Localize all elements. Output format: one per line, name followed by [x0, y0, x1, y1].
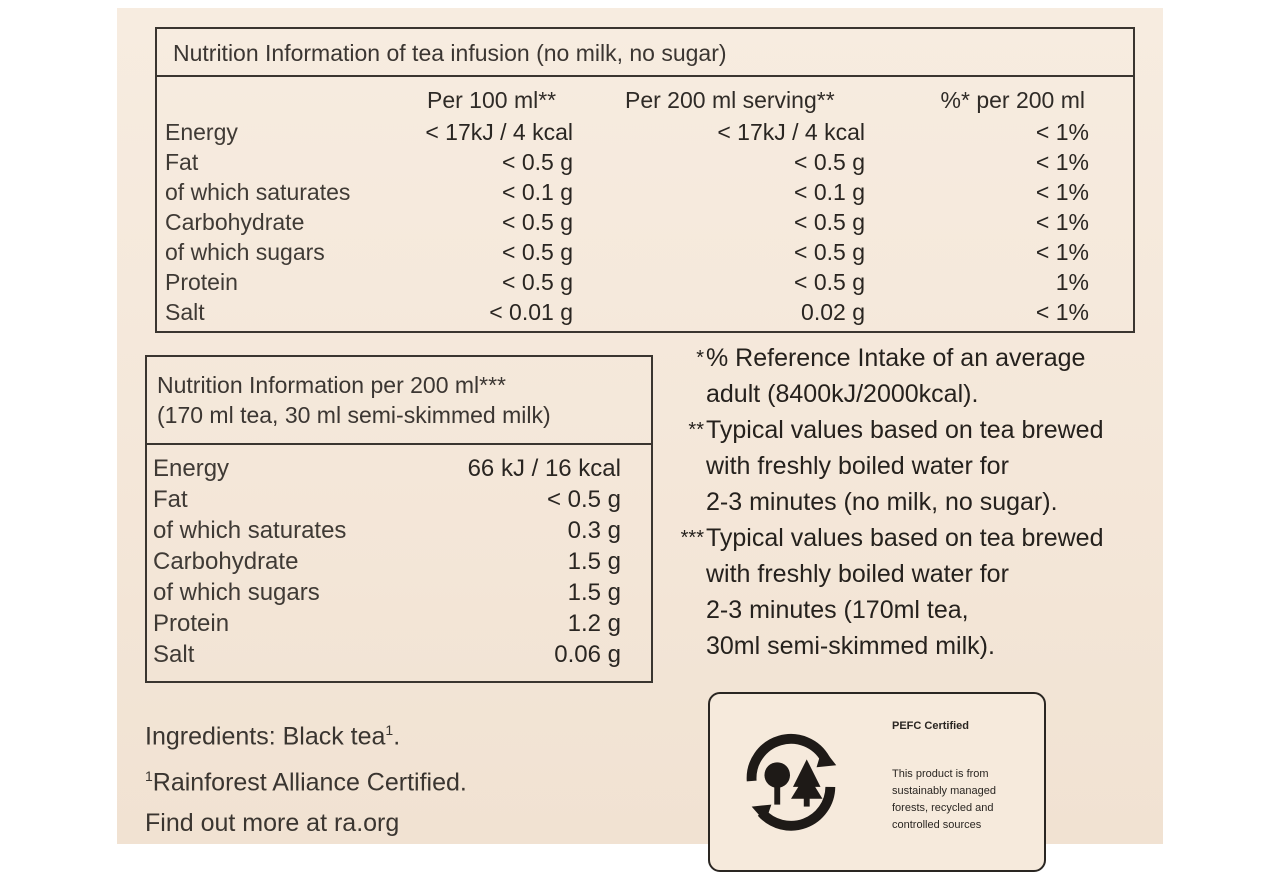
- per200-value: < 17kJ / 4 kcal: [717, 119, 865, 145]
- footnote: [670, 340, 1150, 412]
- table1-row: [157, 237, 1133, 267]
- percent-value: < 1%: [1035, 299, 1089, 325]
- table1-row: [157, 147, 1133, 177]
- nutrient-label: of which sugars: [165, 239, 325, 265]
- nutrient-label: Fat: [153, 486, 188, 513]
- nutrient-value: 66 kJ / 16 kcal: [467, 455, 621, 482]
- per100-value: < 17kJ / 4 kcal: [425, 119, 573, 145]
- table1-row: [157, 177, 1133, 207]
- per200-value: < 0.5 g: [794, 239, 865, 265]
- footnote-line: 2-3 minutes (no milk, no sugar).: [706, 488, 1058, 516]
- ingredients-footnote-mark: 1: [385, 722, 394, 738]
- nutrient-label: Salt: [153, 641, 195, 668]
- percent-value: < 1%: [1035, 119, 1089, 145]
- table1-row: [157, 207, 1133, 237]
- table1-rows: [157, 117, 1133, 327]
- table1-header-per200: Per 200 ml serving**: [625, 87, 835, 113]
- nutrient-value: 0.06 g: [554, 641, 621, 668]
- footnote-line: with freshly boiled water for: [706, 452, 1009, 480]
- per100-value: < 0.01 g: [489, 299, 573, 325]
- nutrient-value: 1.5 g: [567, 579, 621, 606]
- nutrient-label: of which saturates: [165, 179, 351, 205]
- nutrient-label: Energy: [165, 119, 238, 145]
- table1-row: [157, 267, 1133, 297]
- tea-infusion-nutrition-table: [155, 27, 1135, 333]
- per100-value: < 0.5 g: [502, 269, 573, 295]
- rainforest-footnote-mark: 1: [145, 768, 153, 785]
- percent-value: < 1%: [1035, 149, 1089, 175]
- table1-header-per100: Per 100 ml**: [427, 87, 557, 113]
- table1-title: Nutrition Information of tea infusion (no milk, no sugar): [157, 29, 1133, 77]
- table1-row: [157, 117, 1133, 147]
- ingredients-text: Ingredients: Black tea: [145, 722, 386, 751]
- footnote-line: with freshly boiled water for: [706, 560, 1009, 588]
- ingredients-block: [145, 710, 467, 843]
- nutrient-value: < 0.5 g: [546, 486, 621, 513]
- per200-value: < 0.5 g: [794, 209, 865, 235]
- table2-row: [147, 515, 651, 546]
- table2-title-line1: Nutrition Information per 200 ml***: [157, 372, 506, 398]
- ingredients-period: .: [393, 722, 401, 751]
- nutrient-label: Energy: [153, 455, 230, 482]
- nutrient-label: Carbohydrate: [153, 548, 299, 575]
- percent-value: < 1%: [1035, 179, 1089, 205]
- table2-rows: [147, 453, 651, 670]
- rainforest-text: Rainforest Alliance Certified.: [152, 768, 467, 797]
- table2-row: [147, 577, 651, 608]
- table1-header-percent: %* per 200 ml: [940, 87, 1085, 113]
- milk-tea-nutrition-table: [145, 355, 653, 683]
- table2-row: [147, 608, 651, 639]
- pefc-logo-icon: [732, 722, 850, 840]
- nutrient-label: of which sugars: [153, 579, 320, 606]
- nutrient-label: Salt: [165, 299, 205, 325]
- ingredients-line: [145, 710, 467, 756]
- footnote-line: 30ml semi-skimmed milk).: [706, 632, 995, 660]
- nutrient-value: 0.3 g: [567, 517, 621, 544]
- footnote: [670, 412, 1150, 520]
- footnote-line: 2-3 minutes (170ml tea,: [706, 596, 969, 624]
- rainforest-line: [145, 756, 467, 802]
- footnote-mark: **: [688, 419, 704, 441]
- table2-title: [147, 357, 651, 445]
- table2-row: [147, 546, 651, 577]
- footnote-mark: *: [696, 347, 704, 369]
- table2-title-line2: (170 ml tea, 30 ml semi-skimmed milk): [157, 402, 551, 428]
- table1-row: [157, 297, 1133, 327]
- footnotes: [670, 340, 1150, 664]
- table2-row: [147, 639, 651, 670]
- pefc-heading: PEFC Certified: [892, 720, 970, 732]
- per200-value: < 0.1 g: [794, 179, 865, 205]
- per100-value: < 0.5 g: [502, 209, 573, 235]
- footnote-line: Typical values based on tea brewed: [706, 524, 1104, 552]
- pefc-description: This product is from sustainably managed forests, recycled and controlled sources: [892, 768, 996, 831]
- per200-value: < 0.5 g: [794, 269, 865, 295]
- per200-value: < 0.5 g: [794, 149, 865, 175]
- percent-value: < 1%: [1035, 239, 1089, 265]
- footnote: [670, 520, 1150, 664]
- footnote-line: adult (8400kJ/2000kcal).: [706, 380, 979, 408]
- table2-row: [147, 453, 651, 484]
- nutrient-label: Fat: [165, 149, 199, 175]
- per200-value: 0.02 g: [801, 299, 865, 325]
- pefc-certification-box: [708, 692, 1046, 872]
- per100-value: < 0.5 g: [502, 149, 573, 175]
- footnote-line: % Reference Intake of an average: [706, 344, 1086, 372]
- nutrient-value: 1.2 g: [567, 610, 621, 637]
- percent-value: < 1%: [1035, 209, 1089, 235]
- find-out-more-line: Find out more at ra.org: [145, 808, 400, 837]
- nutrient-label: Protein: [165, 269, 238, 295]
- nutrient-label: of which saturates: [153, 517, 347, 544]
- nutrient-value: 1.5 g: [567, 548, 621, 575]
- percent-value: 1%: [1055, 269, 1089, 295]
- per100-value: < 0.5 g: [502, 239, 573, 265]
- footnote-mark: ***: [680, 527, 704, 549]
- footnote-line: Typical values based on tea brewed: [706, 416, 1104, 444]
- table2-row: [147, 484, 651, 515]
- nutrient-label: Protein: [153, 610, 230, 637]
- per100-value: < 0.1 g: [502, 179, 573, 205]
- nutrient-label: Carbohydrate: [165, 209, 305, 235]
